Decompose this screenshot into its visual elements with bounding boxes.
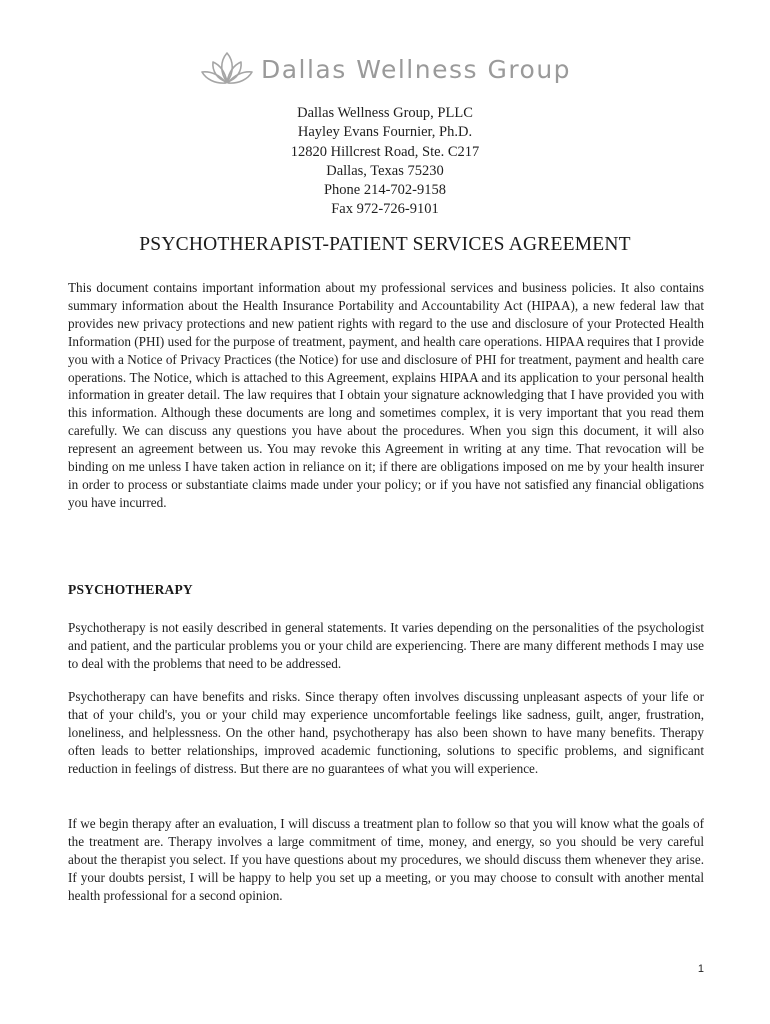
address-line-company: Dallas Wellness Group, PLLC [297,105,473,121]
lotus-logo-icon [199,49,255,89]
document-title: PSYCHOTHERAPIST-PATIENT SERVICES AGREEMENT [139,234,631,255]
address-line-phone: Phone 214-702-9158 [323,182,447,199]
intro-paragraph: This document contains important information about my professional services and business policies. It also contains summary information about the Health Insurance Portability and Accountability Act (HIPAA), a new federal law that provides new privacy protections and new patient rights with regard to the use and disclosure of your Protected Health Information (PHI) used for the purpose of treatment, payment, and health care operations. HIPAA requires that I provide you with a Notice of Privacy Practices (the Notice) for use and disclosure of PHI for treatment, payment and health care operations. The Notice, which is attached to this Agreement, explains HIPAA and its application to your personal health information in greater detail. The law requires that I obtain your signature acknowledging that I have provided you with this information. Although these documents are long and sometimes complex, it is very important that you read them carefully. We can discuss any questions you have about the procedures. When you sign this document, it will also represent an agreement between us. You may revoke this Agreement in writing at any time. That revocation will be binding on me unless I have taken action in reliance on it; if there are obligations imposed on me by your health insurer in order to process or substantiate claims made under your policy; or if you have not satisfied any financial obligations you have incurred. [68,280,704,510]
address-block [0,104,770,220]
section-heading-psychotherapy: PSYCHOTHERAPY [68,582,193,597]
page-number: 1 [697,963,704,975]
logo-text: Dallas Wellness Group [260,54,572,84]
psychotherapy-paragraph-3: If we begin therapy after an evaluation, I will discuss a treatment plan to follow so that you will know what the goals of the treatment are. Therapy involves a large commitment of time, money, and energy, so you should be very careful about the therapist you select. If you have questions about my procedures, we should discuss them whenever they arise. If your doubts persist, I will be happy to help you set up a meeting, or you may choose to consult with another mental health professional for a second opinion. [68,816,704,903]
psychotherapy-paragraph-1: Psychotherapy is not easily described in general statements. It varies depending on the personalities of the psychologist and patient, and the particular problems you or your child are experiencing. There are many different methods I may use to deal with the problems that need to be addressed. [68,620,704,671]
header-logo [0,46,770,92]
address-line-name: Hayley Evans Fournier, Ph.D. [297,124,473,141]
address-line-fax: Fax 972-726-9101 [331,201,439,218]
address-line-city: Dallas, Texas 75230 [326,162,444,179]
address-line-street: 12820 Hillcrest Road, Ste. C217 [290,143,480,160]
psychotherapy-paragraph-2: Psychotherapy can have benefits and risks. Since therapy often involves discussing unpleasant aspects of your life or that of your child's, you or your child may experience uncomfortable feelings like sadness, guilt, anger, frustration, loneliness, and helplessness. On the other hand, psychotherapy has also been shown to have many benefits. Therapy often leads to better relationships, improved academic functioning, solutions to specific problems, and significant reduction in feelings of distress. But there are no guarantees of what you will experience. [68,689,704,776]
